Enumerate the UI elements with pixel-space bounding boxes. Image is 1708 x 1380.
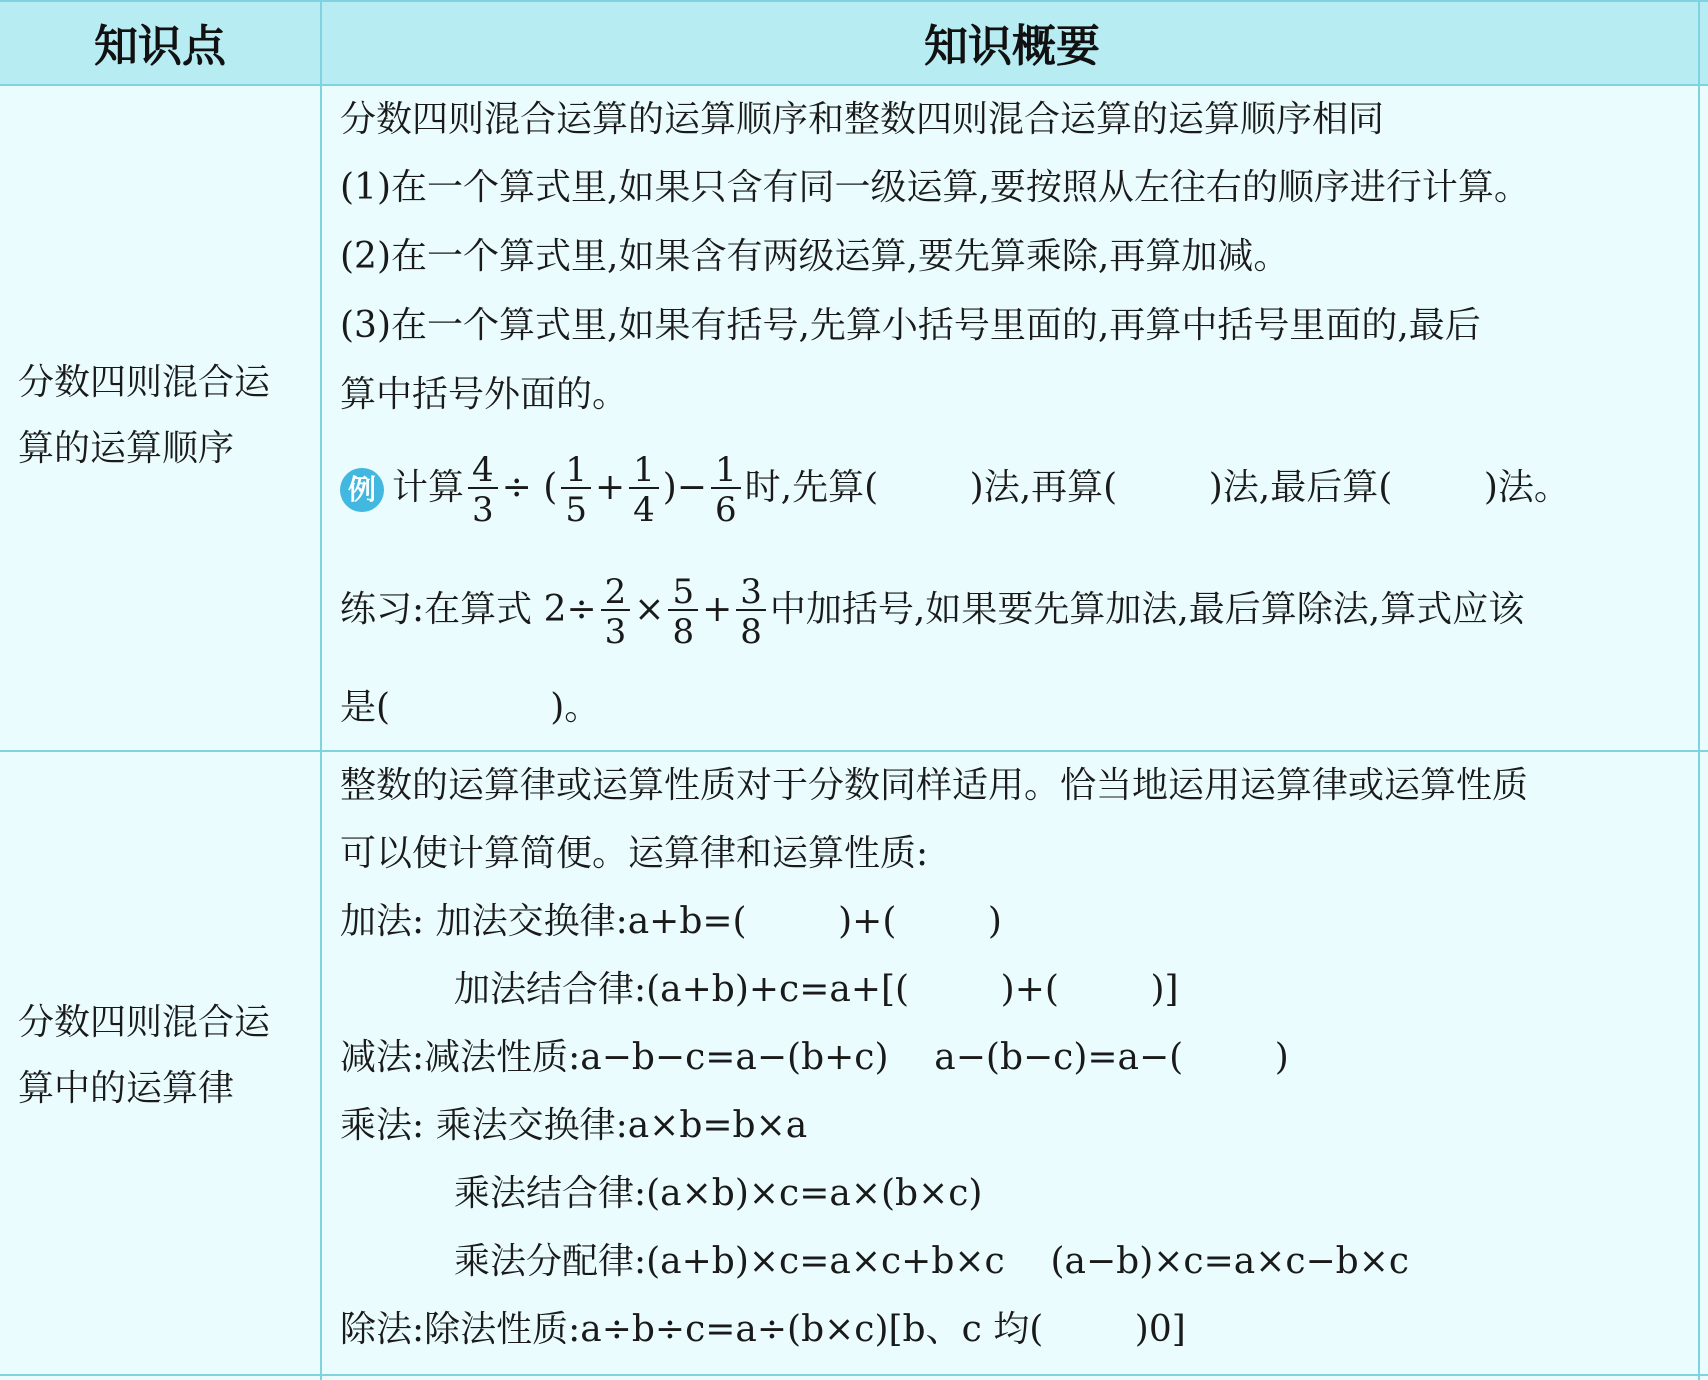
header-knowledge-summary: 知识概要 (924, 21, 1100, 72)
row2-topic-line2: 算中的运算律 (18, 1068, 235, 1109)
operator: + (702, 589, 733, 630)
fraction: $\frac{1}{5}$ (561, 453, 591, 527)
header-knowledge-point: 知识点 (94, 21, 226, 72)
subtraction-property: 减法:减法性质:a−b−c=a−(b+c) a−(b−c)=a−( ) (340, 1037, 1289, 1078)
row1-topic-line1: 分数四则混合运 (18, 362, 271, 403)
fraction: $\frac{1}{6}$ (711, 453, 741, 527)
example-badge: 例 (340, 468, 384, 512)
practice-prefix: 练习:在算式 2÷ (340, 589, 597, 630)
divider (0, 84, 1708, 86)
practice-answer-line: 是( )。 (340, 687, 601, 728)
division-property: 除法:除法性质:a÷b÷c=a÷(b×c)[b、c 均( )0] (340, 1309, 1186, 1350)
addition-commutative: 加法: 加法交换律:a+b=( )+( ) (340, 901, 1002, 942)
example-prefix: 计算 (392, 467, 465, 508)
operator: × (634, 589, 665, 630)
fraction: $\frac{3}{8}$ (736, 575, 766, 649)
row2-topic-line1: 分数四则混合运 (18, 1002, 271, 1043)
rule-2: (2)在一个算式里,如果含有两级运算,要先算乘除,再算加减。 (340, 236, 1290, 277)
multiplication-associative: 乘法结合律:(a×b)×c=a×(b×c) (454, 1173, 983, 1214)
right-border (1698, 0, 1700, 1380)
laws-intro-line2: 可以使计算简便。运算律和运算性质: (340, 833, 929, 874)
row1-topic (18, 350, 318, 482)
divider (0, 750, 1708, 752)
example-suffix: 时,先算( )法,再算( )法,最后算( )法。 (744, 467, 1570, 508)
practice-line (340, 572, 1525, 652)
fraction: $\frac{5}{8}$ (668, 575, 698, 649)
rule-1: (1)在一个算式里,如果只含有同一级运算,要按照从左往右的顺序进行计算。 (340, 167, 1530, 208)
example-line (340, 450, 1570, 530)
row2-topic (18, 990, 318, 1122)
multiplication-distributive: 乘法分配律:(a+b)×c=a×c+b×c (a−b)×c=a×c−b×c (454, 1241, 1410, 1282)
rule-3-line2: 算中括号外面的。 (340, 374, 629, 415)
addition-associative: 加法结合律:(a+b)+c=a+[( )+( )] (454, 969, 1179, 1010)
divider (0, 0, 1708, 2)
row1-topic-line2: 算的运算顺序 (18, 428, 235, 469)
divider (0, 1374, 1708, 1376)
column-divider (320, 0, 322, 1380)
practice-suffix: 中加括号,如果要先算加法,最后算除法,算式应该 (769, 589, 1525, 630)
rule-3-line1: (3)在一个算式里,如果有括号,先算小括号里面的,再算中括号里面的,最后 (340, 305, 1481, 346)
fraction: $\frac{1}{4}$ (629, 453, 659, 527)
operator: )− (662, 467, 707, 508)
fraction: $\frac{4}{3}$ (468, 453, 498, 527)
multiplication-commutative: 乘法: 乘法交换律:a×b=b×a (340, 1105, 808, 1146)
operator: + (594, 467, 626, 508)
order-intro: 分数四则混合运算的运算顺序和整数四则混合运算的运算顺序相同 (340, 99, 1385, 140)
fraction: $\frac{2}{3}$ (601, 575, 631, 649)
laws-intro-line1: 整数的运算律或运算性质对于分数同样适用。恰当地运用运算律或运算性质 (340, 765, 1529, 806)
operator: ÷ ( (501, 467, 558, 508)
